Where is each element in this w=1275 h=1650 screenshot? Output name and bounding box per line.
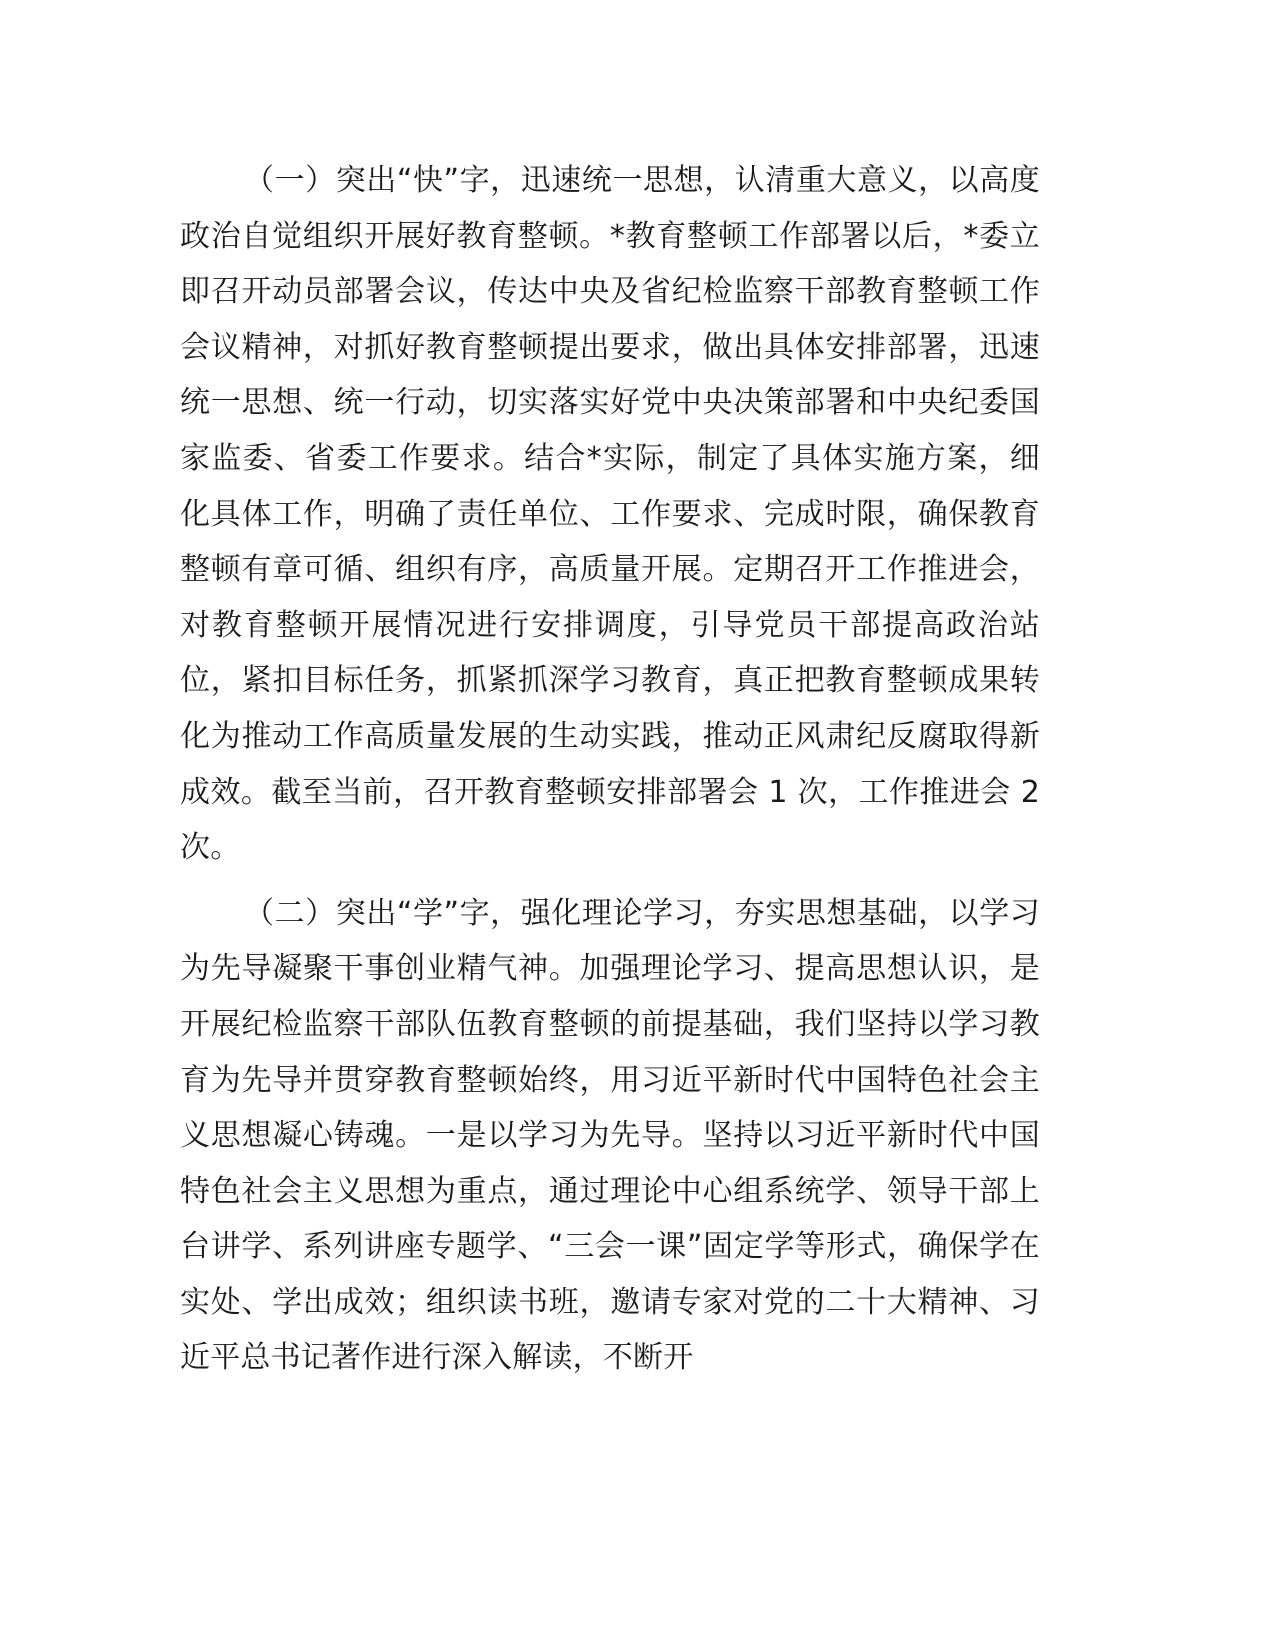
document-body [180, 153, 1040, 1386]
paragraph-2: （二）突出“学”字，强化理论学习，夯实思想基础，以学习为先导凝聚干事创业精气神。加强理论学习、提高思想认识，是开展纪检监察干部队伍教育整顿的前提基础，我们坚持以学习教育为先导并贯穿教育整顿始终，用习近平新时代中国特色社会主义思想凝心铸魂。一是以学习为先导。坚持以习近平新时代中国特色社会主义思想为重点，通过理论中心组系统学、领导干部上台讲学、系列讲座专题学、“三会一课”固定学等形式，确保学在实处、学出成效；组织读书班，邀请专家对党的二十大精神、习近平总书记著作进行深入解读，不断开 [180, 895, 1040, 1376]
paragraph-1: （一）突出“快”字，迅速统一思想，认清重大意义，以高度政治自觉组织开展好教育整顿。*教育整顿工作部署以后，*委立即召开动员部署会议，传达中央及省纪检监察干部教育整顿工作会议精神，对抓好教育整顿提出要求，做出具体安排部署，迅速统一思想、统一行动，切实落实好党中央决策部署和中央纪委国家监委、省委工作要求。结合*实际，制定了具体实施方案，细化具体工作，明确了责任单位、工作要求、完成时限，确保教育整顿有章可循、组织有序，高质量开展。定期召开工作推进会，对教育整顿开展情况进行安排调度，引导党员干部提高政治站位，紧扣目标任务，抓紧抓深学习教育，真正把教育整顿成果转化为推动工作高质量发展的生动实践，推动正风肃纪反腐取得新成效。截至当前，召开教育整顿安排部署会 1 次，工作推进会 2 次。 [180, 163, 1040, 866]
